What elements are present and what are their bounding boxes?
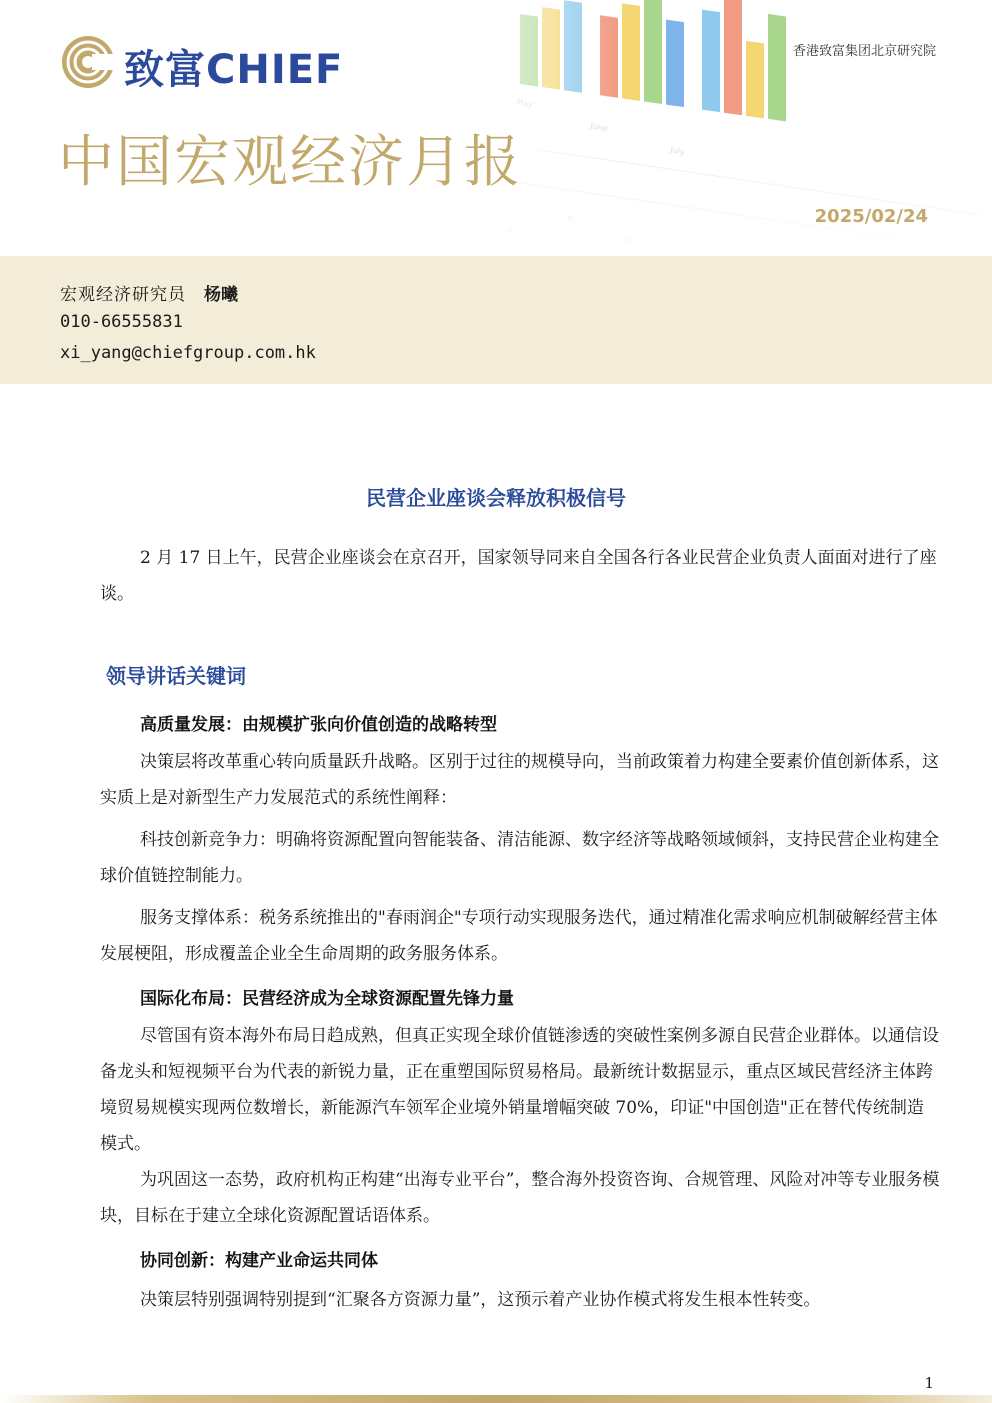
report-header xyxy=(0,0,992,256)
author-name: 杨曦 xyxy=(204,285,238,305)
sub-heading-internationalization: 国际化布局：民营经济成为全球资源配置先锋力量 xyxy=(140,989,514,1009)
institute-name: 香港致富集团北京研究院 xyxy=(792,44,936,59)
report-title: 中国宏观经济月报 xyxy=(58,130,522,195)
author-line xyxy=(60,280,238,305)
paragraph-4: 尽管国有资本海外布局日趋成熟，但真正实现全球价值链渗透的突破性案例多源自民营企业群体。以通信设备龙头和短视频平台为代表的新锐力量，正在重塑国际贸易格局。最新统计数据显示，重点区域民营经济主体跨境贸易规模实现两位数增长，新能源汽车领军企业境外销量增幅突破 70%，印证"中国创造"正在替代传统制造模式。 xyxy=(100,1026,939,1154)
author-phone: 010-66555831 xyxy=(60,312,183,332)
paragraph-6: 决策层特别强调特别提到“汇聚各方资源力量”，这预示着产业协作模式将发生根本性转变。 xyxy=(140,1290,821,1310)
page-number: 1 xyxy=(924,1374,934,1392)
author-role: 宏观经济研究员 xyxy=(60,285,186,305)
author-info-band xyxy=(0,256,992,384)
paragraph-3: 服务支撑体系：税务系统推出的"春雨润企"专项行动实现服务迭代，通过精准化需求响应机制破解经营主体发展梗阻，形成覆盖企业全生命周期的政务服务体系。 xyxy=(100,908,938,964)
sub-heading-quality-development: 高质量发展：由规模扩张向价值创造的战略转型 xyxy=(140,715,497,735)
paragraph-2: 科技创新竞争力：明确将资源配置向智能装备、清洁能源、数字经济等战略领域倾斜，支持民营企业构建全球价值链控制能力。 xyxy=(100,830,939,886)
company-logo xyxy=(60,34,380,94)
paragraph-1: 决策层将改革重心转向质量跃升战略。区别于过往的规模导向，当前政策着力构建全要素价值创新体系，这实质上是对新型生产力发展范式的系统性阐释： xyxy=(100,752,939,808)
sub-heading-collaborative-innovation: 协同创新：构建产业命运共同体 xyxy=(140,1251,378,1271)
chief-swirl-logo-icon xyxy=(60,34,116,90)
author-email[interactable]: xi_yang@chiefgroup.com.hk xyxy=(60,343,316,363)
section-heading: 领导讲话关键词 xyxy=(106,664,246,688)
footer-divider xyxy=(0,1395,992,1403)
brand-name: 致富CHIEF xyxy=(124,47,344,93)
article-title: 民营企业座谈会释放积极信号 xyxy=(366,486,626,510)
paragraph-5: 为巩固这一态势，政府机构正构建“出海专业平台”，整合海外投资咨询、合规管理、风险对冲等专业服务模块，目标在于建立全球化资源配置话语体系。 xyxy=(100,1170,940,1226)
report-date: 2025/02/24 xyxy=(814,206,928,227)
intro-paragraph: 2 月 17 日上午，民营企业座谈会在京召开，国家领导同来自全国各行各业民营企业负责人面面对进行了座谈。 xyxy=(100,548,937,604)
